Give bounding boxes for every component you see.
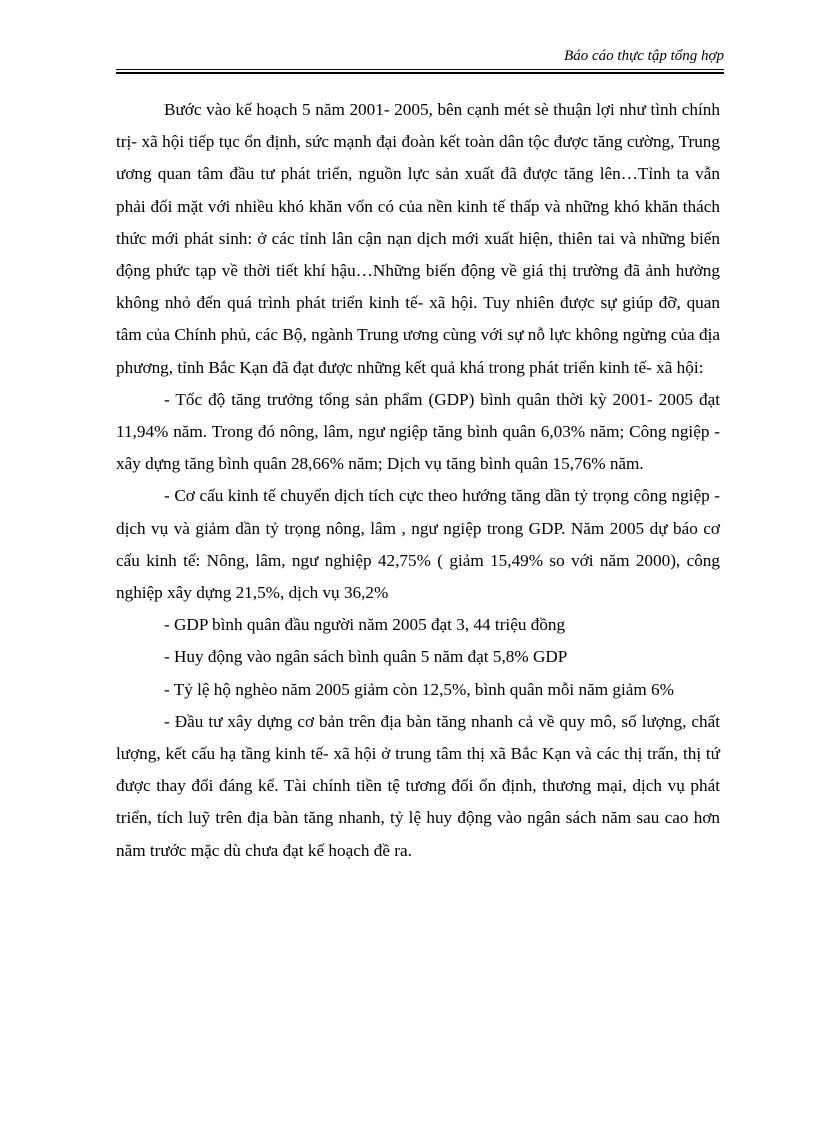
intro-paragraph: Bước vào kế hoạch 5 năm 2001- 2005, bên cạnh mét sè thuận lợi như tình chính trị- xã hội tiếp tục ổn định, sức mạnh đại đoàn kết toàn dân tộc được tăng cường, Trung ương quan tâm đầu tư phát triển, nguồn lực sản xuất đã được tăng lên…Tỉnh ta vẫn phải đối mặt với nhiều khó khăn vốn có của nền kinh tế thấp và những khó khăn thách thức mới phát sinh: ở các tỉnh lân cận nạn dịch mới xuất hiện, thiên tai và những biến động phức tạp về thời tiết khí hậu…Những biến động về giá thị trường đã ảnh hưởng không nhỏ đến quá trình phát triển kinh tế- xã hội. Tuy nhiên được sự giúp đỡ, quan tâm của Chính phủ, các Bộ, ngành Trung ương cùng với sự nỗ lực không ngừng của địa phương, tỉnh Bắc Kạn đã đạt được những kết quả khá trong phát triển kinh tế- xã hội: [116,100,720,377]
page-header-title: Báo cáo thực tập tổng hợp [564,48,724,64]
document-body [116,94,720,867]
poverty-rate-paragraph: - Tỷ lệ hộ nghèo năm 2005 giảm còn 12,5%, bình quân mỗi năm giảm 6% [164,679,674,699]
gdp-growth-paragraph: - Tốc độ tăng trưởng tổng sản phẩm (GDP) bình quân thời kỳ 2001- 2005 đạt 11,94% năm. Trong đó nông, lâm, ngư ngiệp tăng bình quân 6,03% năm; Công ngiệp - xây dựng tăng bình quân 28,66% năm; Dịch vụ tăng bình quân 15,76% năm. [116,389,720,474]
budget-mobilization-paragraph: - Huy động vào ngân sách bình quân 5 năm đạt 5,8% GDP [164,647,568,667]
header-double-rule [116,69,724,74]
economic-structure-paragraph: - Cơ cấu kinh tế chuyển dịch tích cực theo hướng tăng dần tỷ trọng công ngiệp - dịch vụ và giảm dần tỷ trọng nông, lâm , ngư ngiệp trong GDP. Năm 2005 dự báo cơ cấu kinh tế: Nông, lâm, ngư nghiệp 42,75% ( giảm 15,49% so với năm 2000), công nghiệp xây dựng 21,5%, dịch vụ 36,2% [116,486,720,603]
infrastructure-investment-paragraph: - Đầu tư xây dựng cơ bản trên địa bàn tăng nhanh cả về quy mô, số lượng, chất lượng, kết cấu hạ tầng kinh tế- xã hội ở trung tâm thị xã Bắc Kạn và các thị trấn, thị tứ được thay đổi đáng kể. Tài chính tiền tệ tương đối ổn định, thương mại, dịch vụ phát triển, tích luỹ trên địa bàn tăng nhanh, tỷ lệ huy động vào ngân sách năm sau cao hơn năm trước mặc dù chưa đạt kế hoạch đề ra. [116,711,720,860]
gdp-per-capita-paragraph: - GDP bình quân đầu người năm 2005 đạt 3, 44 triệu đồng [164,615,566,635]
